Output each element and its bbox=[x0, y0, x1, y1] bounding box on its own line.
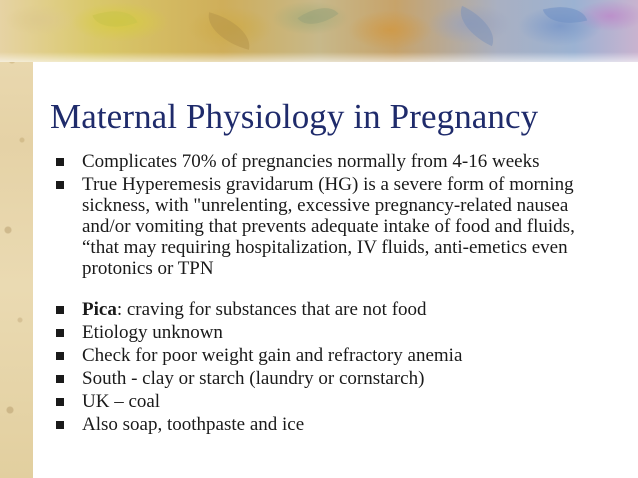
square-bullet-icon bbox=[56, 352, 64, 360]
bullet-item bbox=[53, 391, 613, 412]
bullet-item bbox=[53, 174, 613, 279]
slide-title: Maternal Physiology in Pregnancy bbox=[50, 97, 539, 136]
bullet-item bbox=[53, 151, 613, 172]
square-bullet-icon bbox=[56, 306, 64, 314]
square-bullet-icon bbox=[56, 375, 64, 383]
square-bullet-icon bbox=[56, 398, 64, 406]
bullet-item bbox=[53, 299, 613, 320]
bullet-item bbox=[53, 322, 613, 343]
leaf-decoration bbox=[543, 0, 587, 31]
leaf-decoration bbox=[92, 2, 137, 36]
square-bullet-icon bbox=[56, 329, 64, 337]
bullet-bold-term: Pica bbox=[82, 299, 117, 320]
top-decorative-banner bbox=[0, 0, 638, 62]
square-bullet-icon bbox=[56, 181, 64, 189]
leaf-decoration bbox=[298, 0, 339, 35]
bullet-list bbox=[53, 151, 613, 437]
bullet-text: South - clay or starch (laundry or cornstarch) bbox=[82, 368, 425, 389]
leaf-decoration bbox=[452, 6, 502, 46]
left-decorative-strip bbox=[0, 0, 33, 478]
bullet-text: Complicates 70% of pregnancies normally from 4-16 weeks bbox=[82, 151, 540, 172]
bullet-item bbox=[53, 368, 613, 389]
bullet-text: Check for poor weight gain and refractory anemia bbox=[82, 345, 463, 366]
bullet-text: : craving for substances that are not food bbox=[116, 299, 427, 320]
leaf-decoration bbox=[202, 12, 255, 50]
square-bullet-icon bbox=[56, 158, 64, 166]
bullet-text: True Hyperemesis gravidarum (HG) is a severe form of morning sickness, with "unrelenting, excessive pregnancy-related nausea and/or vomiting that prevents adequate intake of food and fluids, “that may requiring hospitalization, IV fluids, anti-emetics even protonics or TPN bbox=[82, 174, 575, 279]
bullet-item bbox=[53, 345, 613, 366]
bullet-text: Also soap, toothpaste and ice bbox=[82, 414, 305, 435]
bullet-text: Etiology unknown bbox=[82, 322, 223, 343]
bullet-item bbox=[53, 414, 613, 435]
square-bullet-icon bbox=[56, 421, 64, 429]
bullet-text: UK – coal bbox=[82, 391, 161, 412]
